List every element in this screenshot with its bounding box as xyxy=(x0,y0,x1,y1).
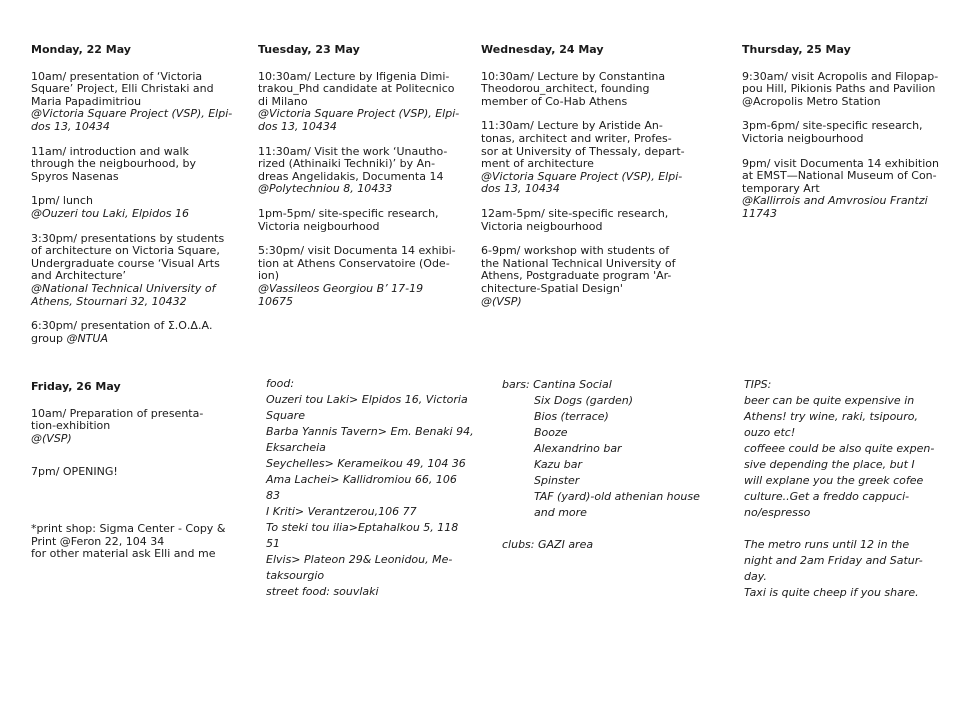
event-text: 7pm/ OPENING! xyxy=(31,465,118,479)
food-item: Elvis> Plateon 29& Leonidou, Me- xyxy=(266,553,453,566)
event-text: 1pm/ lunch xyxy=(31,194,93,208)
event-location: @Victoria Square Project (VSP), Elpi- xyxy=(258,107,460,121)
event-text: 11:30am/ Lecture by Aristide An- xyxy=(481,119,663,133)
tuesday-heading: Tuesday, 23 May xyxy=(258,43,360,56)
thursday-heading: Thursday, 25 May xyxy=(742,43,851,56)
tip-text: The metro runs until 12 in the xyxy=(744,538,910,551)
tip-text: day. xyxy=(744,570,767,583)
event-text: temporary Art xyxy=(742,181,820,195)
event-text: 1pm-5pm/ site-specific research, xyxy=(258,206,439,220)
event-location: @Victoria Square Project (VSP), Elpi- xyxy=(481,169,683,183)
monday-event-5 xyxy=(31,320,246,345)
event-text: Victoria neigbourhood xyxy=(258,219,380,233)
note-text: *print shop: Sigma Center - Copy & xyxy=(31,521,226,535)
event-text: Undergraduate course ‘Visual Arts xyxy=(31,256,220,270)
wednesday-event-1 xyxy=(481,71,711,109)
event-location: dos 13, 10434 xyxy=(481,182,560,196)
tip-text: night and 2am Friday and Satur- xyxy=(744,554,923,567)
tips-list xyxy=(744,377,956,601)
monday-event-2 xyxy=(31,146,246,184)
bars-heading: bars: Cantina Social xyxy=(502,378,612,391)
food-item: Seychelles> Kerameikou 49, 104 36 xyxy=(266,457,466,470)
tip-text: culture..Get a freddo cappuci- xyxy=(744,490,910,503)
food-item: To steki tou ilia>Eptahalkou 5, 118 xyxy=(266,521,459,534)
event-text: and Architecture’ xyxy=(31,269,127,283)
event-location: @Vassileos Georgiou B’ 17-19 xyxy=(258,281,424,295)
food-item: Ama Lachei> Kallidromiou 66, 106 xyxy=(266,473,457,486)
event-text: through the neigbourhood, by xyxy=(31,157,196,171)
event-location: @(VSP) xyxy=(31,431,72,445)
event-text: at EMST—National Museum of Con- xyxy=(742,169,937,183)
print-shop-note xyxy=(31,523,246,561)
bars-list xyxy=(502,377,732,553)
food-item: Square xyxy=(266,409,305,422)
event-text: 5:30pm/ visit Documenta 14 exhibi- xyxy=(258,244,456,258)
event-text-part: group xyxy=(31,331,67,345)
event-text: di Milano xyxy=(258,94,308,108)
event-location: 11743 xyxy=(742,206,777,220)
tip-text: Taxi is quite cheep if you share. xyxy=(744,586,919,599)
food-item: taksourgio xyxy=(266,569,325,582)
event-location: @(VSP) xyxy=(481,294,522,308)
thursday-event-1 xyxy=(742,71,957,109)
food-item: 51 xyxy=(266,537,280,550)
event-location: 10675 xyxy=(258,294,293,308)
wednesday-column xyxy=(481,44,711,320)
event-text: rized (Athinaiki Techniki)’ by An- xyxy=(258,157,436,171)
food-list xyxy=(266,376,476,600)
tuesday-event-3 xyxy=(258,208,473,233)
event-text: tion at Athens Conservatoire (Ode- xyxy=(258,256,450,270)
monday-column xyxy=(31,44,246,357)
event-text: 6-9pm/ workshop with students of xyxy=(481,244,670,258)
thursday-event-2 xyxy=(742,120,957,145)
event-text: pou Hill, Pikionis Paths and Pavilion xyxy=(742,82,936,96)
note-text: Print @Feron 22, 104 34 xyxy=(31,534,165,548)
bar-item: and more xyxy=(534,506,587,519)
event-text: 12am-5pm/ site-specific research, xyxy=(481,206,669,220)
event-location: dos 13, 10434 xyxy=(258,119,337,133)
event-text: the National Technical University of xyxy=(481,256,676,270)
event-text: 3pm-6pm/ site-specific research, xyxy=(742,119,923,133)
friday-heading: Friday, 26 May xyxy=(31,380,121,393)
tip-text: beer can be quite expensive in xyxy=(744,394,915,407)
bar-item: Spinster xyxy=(534,474,580,487)
event-text: Square’ Project, Elli Christaki and xyxy=(31,82,214,96)
event-text: trakou_Phd candidate at Politecnico xyxy=(258,82,455,96)
friday-event-1 xyxy=(31,408,246,446)
event-location: @Victoria Square Project (VSP), Elpi- xyxy=(31,107,233,121)
food-item: Ouzeri tou Laki> Elpidos 16, Victoria xyxy=(266,393,468,406)
event-location: Athens, Stournari 32, 10432 xyxy=(31,294,187,308)
event-text: Victoria neigbourhood xyxy=(742,131,864,145)
thursday-event-3 xyxy=(742,158,957,221)
note-text: for other material ask Elli and me xyxy=(31,547,216,561)
bar-item: Bios (terrace) xyxy=(534,410,609,423)
friday-event-2 xyxy=(31,466,246,479)
tip-text: no/espresso xyxy=(744,506,811,519)
event-text: 6:30pm/ presentation of Σ.Ο.Δ.Α. xyxy=(31,319,213,333)
tuesday-event-1 xyxy=(258,71,473,134)
tuesday-event-4 xyxy=(258,245,473,308)
event-text xyxy=(31,333,246,346)
event-location: @Ouzeri tou Laki, Elpidos 16 xyxy=(31,206,190,220)
food-heading: food: xyxy=(266,377,295,390)
tips-heading: TIPS: xyxy=(744,378,772,391)
event-text: 9:30am/ visit Acropolis and Filopap- xyxy=(742,69,939,83)
tip-text: ouzo etc! xyxy=(744,426,796,439)
event-location: dos 13, 10434 xyxy=(31,119,110,133)
event-text: @Acropolis Metro Station xyxy=(742,94,881,108)
food-item: I Kriti> Verantzerou,106 77 xyxy=(266,505,417,518)
thursday-column xyxy=(742,44,957,233)
event-text: chitecture-Spatial Design' xyxy=(481,281,623,295)
food-item: Barba Yannis Tavern> Em. Benaki 94, xyxy=(266,425,474,438)
event-text: sor at University of Thessaly, depart- xyxy=(481,144,685,158)
tip-text: sive depending the place, but I xyxy=(744,458,915,471)
wednesday-heading: Wednesday, 24 May xyxy=(481,43,604,56)
event-text: 3:30pm/ presentations by students xyxy=(31,231,225,245)
food-item: Eksarcheia xyxy=(266,441,326,454)
wednesday-event-3 xyxy=(481,208,711,233)
monday-event-4 xyxy=(31,233,246,309)
bar-item: Kazu bar xyxy=(534,458,583,471)
event-text: tonas, architect and writer, Profes- xyxy=(481,131,672,145)
event-text: 11:30am/ Visit the work ‘Unautho- xyxy=(258,144,448,158)
event-text: Maria Papadimitriou xyxy=(31,94,142,108)
event-text: Spyros Nasenas xyxy=(31,169,119,183)
event-text: 10:30am/ Lecture by Ifigenia Dimi- xyxy=(258,69,450,83)
event-text: Victoria neigbourhood xyxy=(481,219,603,233)
food-item: street food: souvlaki xyxy=(266,585,379,598)
monday-heading: Monday, 22 May xyxy=(31,43,131,56)
wednesday-event-2 xyxy=(481,120,711,196)
bar-item: Six Dogs (garden) xyxy=(534,394,634,407)
event-text: ion) xyxy=(258,269,280,283)
event-text: 9pm/ visit Documenta 14 exhibition xyxy=(742,156,940,170)
tip-text: will explane you the greek cofee xyxy=(744,474,924,487)
event-text: tion-exhibition xyxy=(31,419,111,433)
tip-text: coffeee could be also quite expen- xyxy=(744,442,935,455)
event-location: @NTUA xyxy=(66,331,108,345)
event-text: member of Co-Hab Athens xyxy=(481,94,628,108)
event-text: dreas Angelidakis, Documenta 14 xyxy=(258,169,444,183)
food-item: 83 xyxy=(266,489,280,502)
event-text: 10am/ presentation of ‘Victoria xyxy=(31,69,203,83)
tip-text: Athens! try wine, raki, tsipouro, xyxy=(744,410,919,423)
clubs-line: clubs: GAZI area xyxy=(502,538,594,551)
wednesday-event-4 xyxy=(481,245,711,308)
bar-item: Booze xyxy=(534,426,568,439)
event-text: 10:30am/ Lecture by Constantina xyxy=(481,69,666,83)
event-location: @National Technical University of xyxy=(31,281,216,295)
monday-event-3 xyxy=(31,195,246,220)
tuesday-event-2 xyxy=(258,146,473,196)
friday-column xyxy=(31,381,246,573)
event-text: ment of architecture xyxy=(481,157,594,171)
event-text: 10am/ Preparation of presenta- xyxy=(31,406,204,420)
event-text: 11am/ introduction and walk xyxy=(31,144,189,158)
event-text: Theodorou_architect, founding xyxy=(481,82,650,96)
event-text: of architecture on Victoria Square, xyxy=(31,244,220,258)
event-location: @Polytechniou 8, 10433 xyxy=(258,182,393,196)
event-location: @Kallirrois and Amvrosiou Frantzi xyxy=(742,194,928,208)
tuesday-column xyxy=(258,44,473,320)
bar-item: Alexandrino bar xyxy=(534,442,622,455)
event-text: Athens, Postgraduate program 'Ar- xyxy=(481,269,672,283)
bar-item: TAF (yard)-old athenian house xyxy=(534,490,700,503)
monday-event-1 xyxy=(31,71,246,134)
